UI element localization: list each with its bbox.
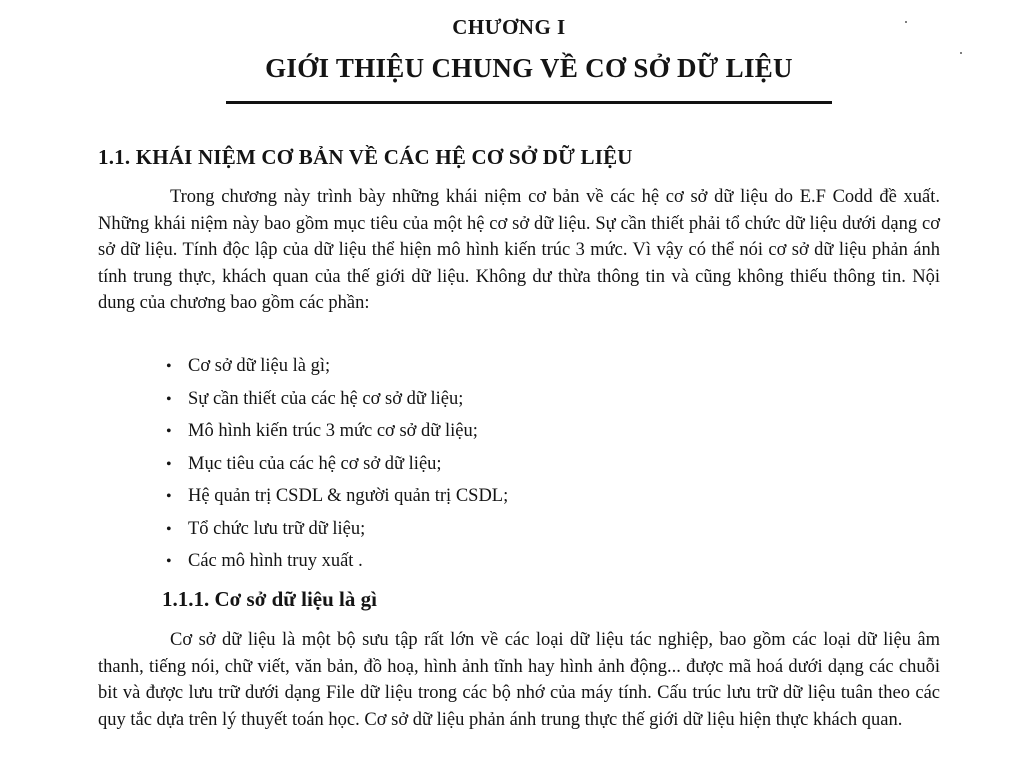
- bullet-icon: •: [166, 423, 172, 440]
- bullet-icon: •: [166, 520, 172, 538]
- bullet-icon: •: [166, 488, 172, 505]
- list-item-text: Tổ chức lưu trữ dữ liệu;: [188, 518, 366, 539]
- subsection-paragraph: Cơ sở dữ liệu là một bộ sưu tập rất lớn về các loại dữ liệu tác nghiệp, bao gồm các loại dữ liệu âm thanh, tiếng nói, chữ viết, văn bản, đồ hoạ, hình ảnh tĩnh hay hình ảnh động... được mã hoá dưới dạng các chuỗi bit và được lưu trữ dưới dạng File dữ liệu trong các bộ nhớ của máy tính. Cấu trúc lưu trữ dữ liệu tuân theo các quy tắc dựa trên lý thuyết toán học. Cơ sở dữ liệu phản ánh trung thực thế giới dữ liệu hiện thực khách quan.: [98, 630, 940, 730]
- chapter-title: GIỚI THIỆU CHUNG VỀ CƠ SỞ DỮ LIỆU: [265, 53, 793, 83]
- list-item: [166, 480, 508, 513]
- bullet-icon: •: [166, 553, 172, 570]
- chapter-label: CHƯƠNG I: [452, 15, 566, 39]
- subsection-heading: 1.1.1. Cơ sở dữ liệu là gì: [162, 587, 377, 611]
- list-item: [166, 383, 508, 416]
- title-underline-rule: [226, 101, 832, 104]
- list-item-text: Hệ quản trị CSDL & người quản trị CSDL;: [188, 486, 509, 506]
- list-item: [166, 415, 508, 448]
- list-item: [166, 350, 508, 383]
- list-item-text: Sự cần thiết của các hệ cơ sở dữ liệu;: [188, 388, 464, 409]
- scan-speck: [960, 52, 962, 54]
- chapter-contents-list: [166, 350, 508, 578]
- list-item: [166, 513, 508, 546]
- list-item-text: Cơ sở dữ liệu là gì;: [188, 356, 331, 376]
- bullet-icon: •: [166, 455, 172, 473]
- intro-paragraph: Trong chương này trình bày những khái niệm cơ bản về các hệ cơ sở dữ liệu do E.F Codd đề xuất. Những khái niệm này bao gồm mục tiêu của một hệ cơ sở dữ liệu. Sự cần thiết phải tổ chức dữ liệu dưới dạng cơ sở dữ liệu. Tính độc lập của dữ liệu thể hiện mô hình kiến trúc 3 mức. Vì vậy có thể nói cơ sở dữ liệu phản ánh tính trung thực, khách quan của thế giới dữ liệu. Không dư thừa thông tin và cũng không thiếu thông tin. Nội dung của chương bao gồm các phần:: [98, 187, 940, 313]
- section-heading: 1.1. KHÁI NIỆM CƠ BẢN VỀ CÁC HỆ CƠ SỞ DỮ LIỆU: [98, 145, 633, 169]
- scan-speck: [905, 21, 907, 23]
- list-item-text: Mục tiêu của các hệ cơ sở dữ liệu;: [188, 453, 442, 474]
- bullet-icon: •: [166, 390, 172, 408]
- list-item-text: Các mô hình truy xuất .: [188, 551, 363, 571]
- list-item: [166, 545, 508, 578]
- bullet-icon: •: [166, 358, 172, 375]
- list-item-text: Mô hình kiến trúc 3 mức cơ sở dữ liệu;: [188, 421, 478, 441]
- list-item: [166, 448, 508, 481]
